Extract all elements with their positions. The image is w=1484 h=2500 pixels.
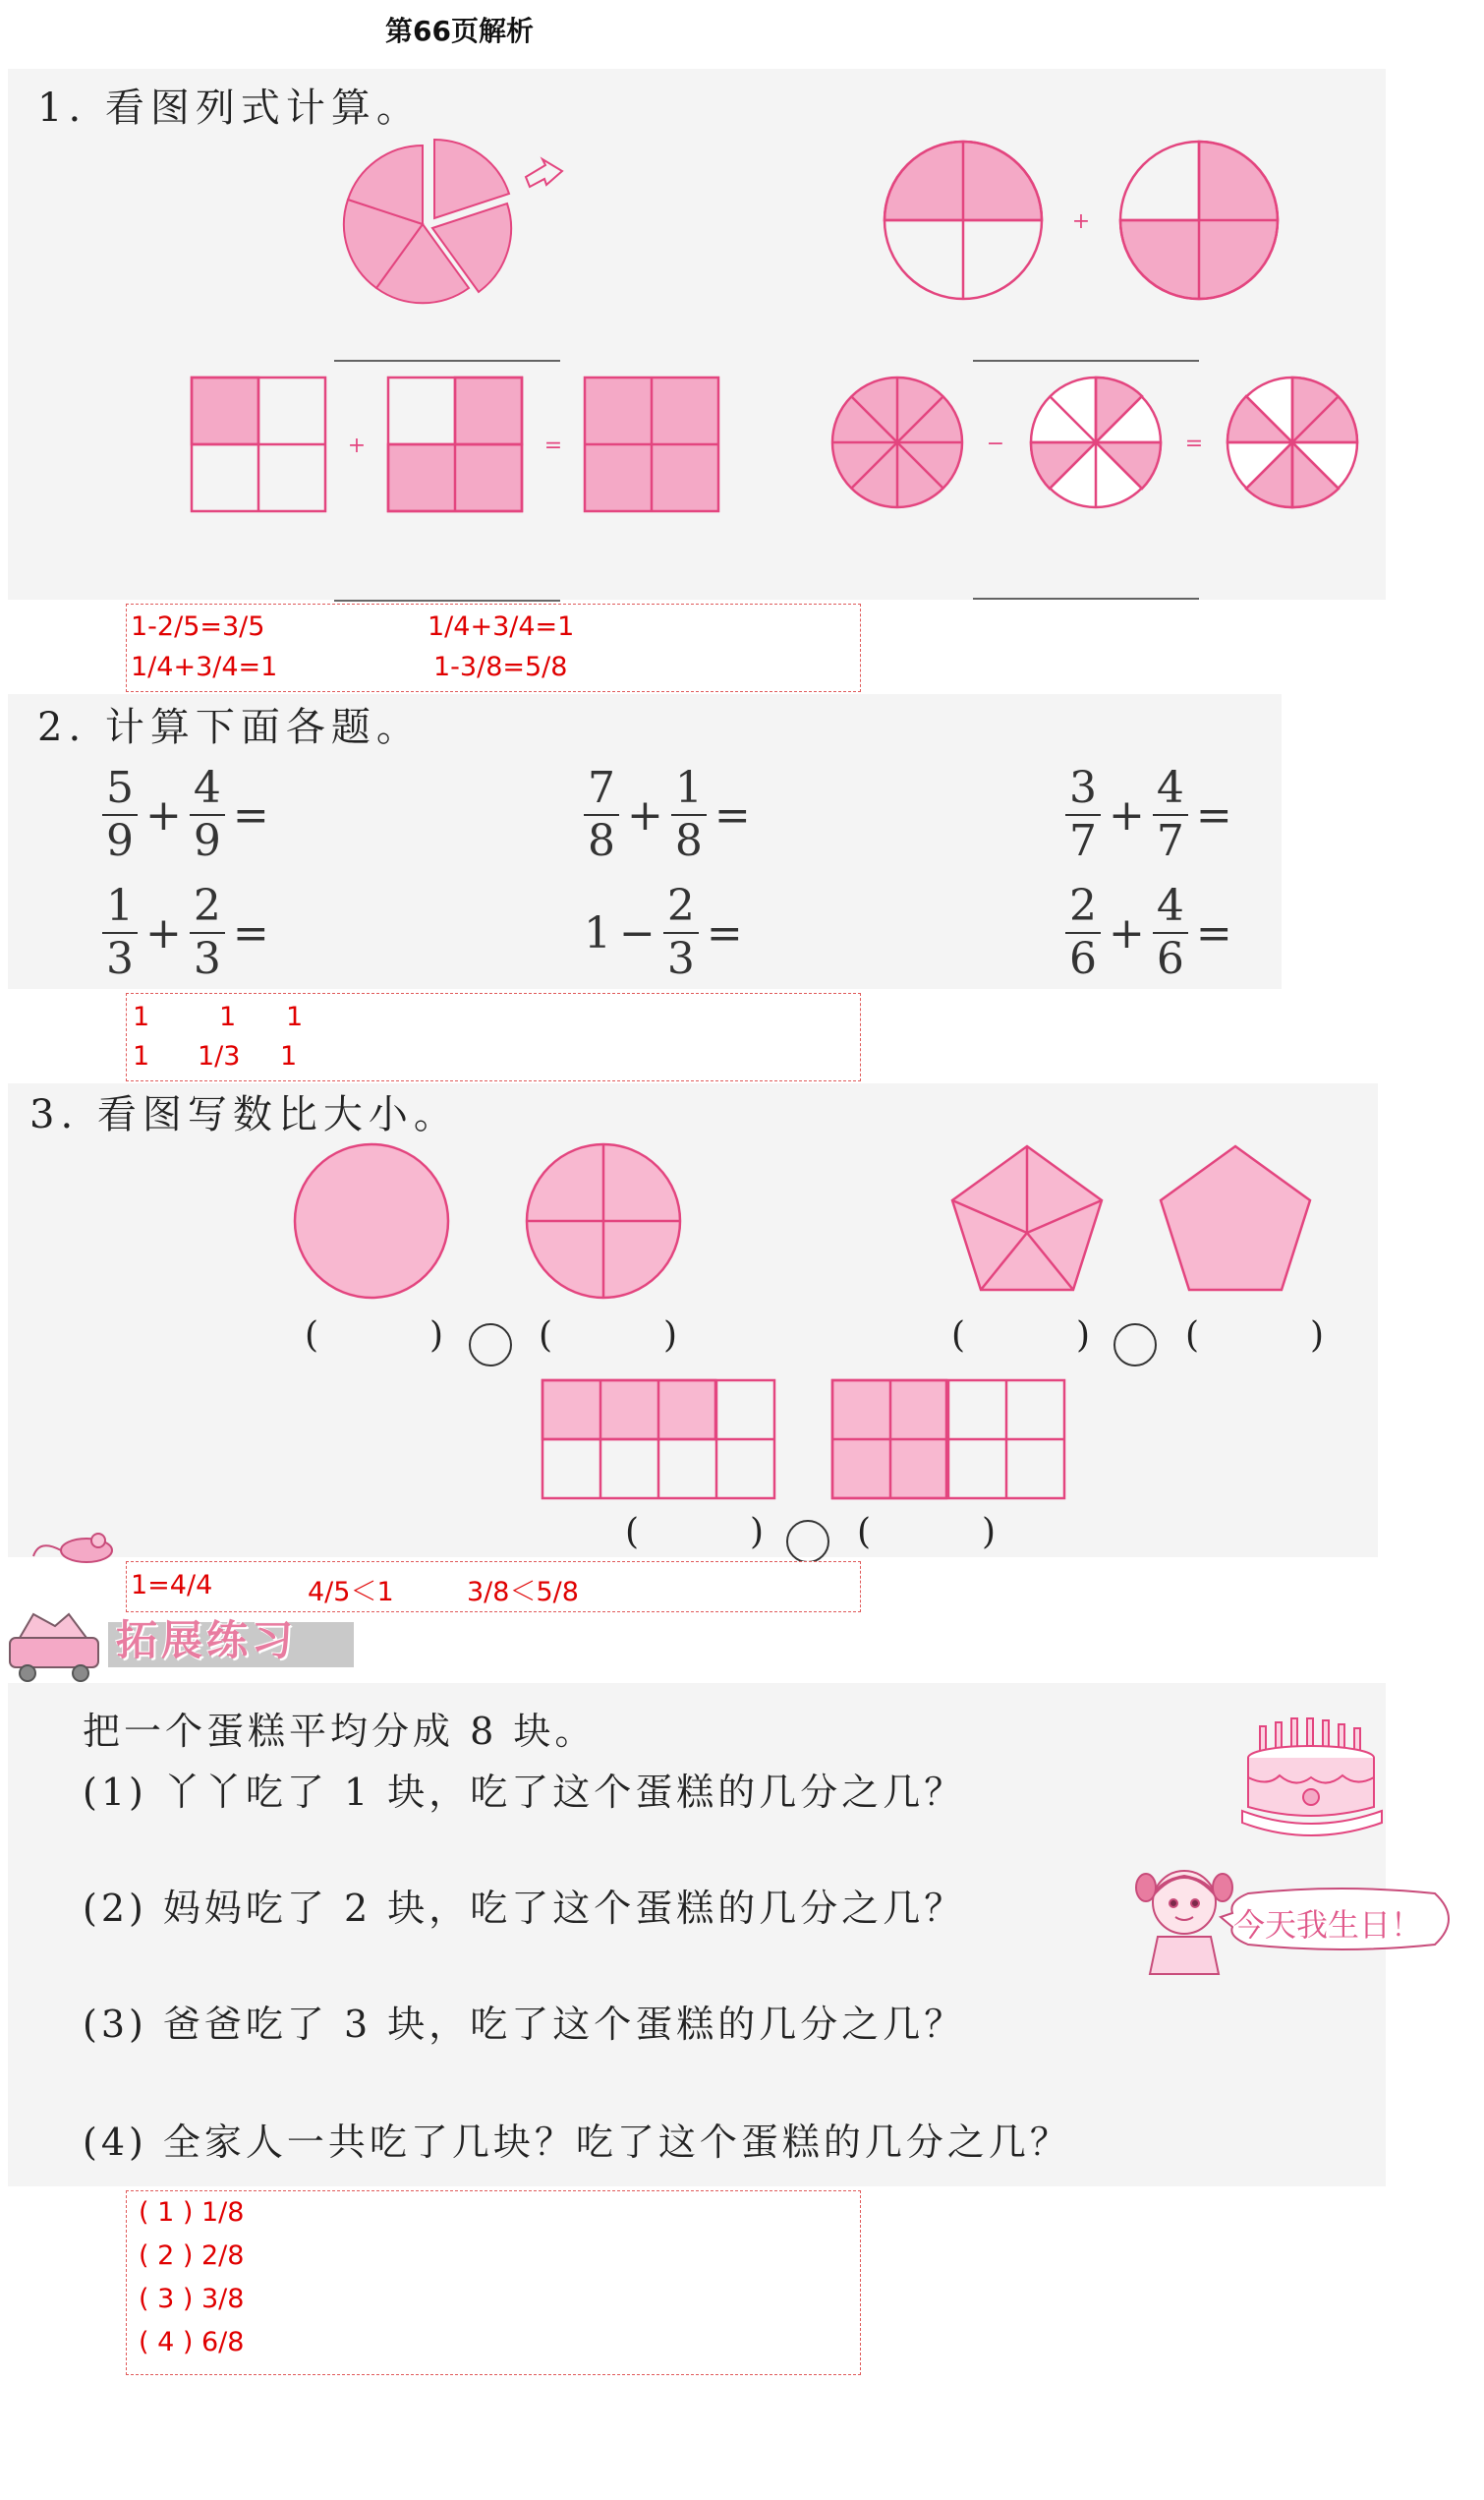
paren-right: ) [428, 1315, 443, 1356]
q1-circles-quarters-figure [885, 140, 1278, 307]
operator: + [145, 789, 182, 841]
operator: + [145, 907, 182, 959]
denominator: 7 [1069, 816, 1097, 866]
numerator: 2 [1065, 885, 1101, 934]
q2-answer-6: 1 [280, 1041, 298, 1072]
q2-heading: 2. 计算下面各题。 [37, 705, 422, 750]
q1-squares-figure [192, 376, 722, 515]
q3-compare-row-3 [625, 1512, 764, 1552]
operator: = [713, 789, 751, 841]
svg-text:−: − [986, 432, 1005, 456]
q1-answer-line [334, 360, 560, 364]
q1-answer-line-2 [973, 360, 1199, 364]
q3-answer-3: 3/8＜5/8 [467, 1577, 579, 1607]
q2-problem-4 [98, 881, 273, 984]
q2-answer-box [126, 993, 861, 1081]
extension-question-4: (4) 全家人一共吃了几块？吃了这个蛋糕的几分之几？ [83, 2121, 1071, 2164]
q3-compare-row-1b [539, 1315, 677, 1356]
paren-left: ( [951, 1315, 966, 1356]
denominator: 3 [666, 934, 695, 984]
numerator: 1 [671, 767, 707, 816]
mouse-icon [29, 1529, 118, 1564]
q2-problem-3 [1061, 763, 1236, 866]
q2-problem-1 [98, 763, 273, 866]
numerator: 4 [1153, 885, 1188, 934]
denominator: 9 [193, 816, 221, 866]
compare-circle[interactable] [1113, 1323, 1157, 1366]
operator: − [619, 907, 656, 959]
q3-answer-1: 1=4/4 [131, 1570, 213, 1600]
whole-number: 1 [584, 907, 611, 959]
denominator: 3 [193, 934, 221, 984]
paren-left: ( [625, 1512, 640, 1552]
q2-answer-4: 1 [133, 1041, 150, 1072]
q1-answer-line-4 [973, 598, 1199, 602]
q3-compare-row-2b [1185, 1315, 1324, 1356]
denominator: 6 [1156, 934, 1184, 984]
paren-right: ) [749, 1512, 764, 1552]
q2-problem-6 [1061, 881, 1236, 984]
numerator: 4 [190, 767, 225, 816]
denominator: 3 [106, 934, 134, 984]
numerator: 4 [1153, 767, 1188, 816]
paren-left: ( [857, 1512, 872, 1552]
q1-answer-4: 1-3/8=5/8 [433, 652, 568, 682]
denominator: 8 [674, 816, 703, 866]
birthday-cake-icon [1238, 1709, 1386, 1856]
operator: = [1195, 907, 1232, 959]
numerator: 3 [1065, 767, 1101, 816]
extension-answer-2: ( 2 ) 2/8 [139, 2240, 245, 2271]
paren-right: ) [1309, 1315, 1324, 1356]
paren-left: ( [539, 1315, 553, 1356]
operator: = [232, 789, 269, 841]
numerator: 5 [102, 767, 138, 816]
extension-question-3: (3) 爸爸吃了 3 块，吃了这个蛋糕的几分之几？ [83, 2003, 966, 2046]
q1-answer-box [126, 604, 861, 692]
paren-left: ( [305, 1315, 319, 1356]
q3-compare-row-2 [951, 1315, 1090, 1356]
denominator: 8 [588, 816, 615, 866]
extension-question-2: (2) 妈妈吃了 2 块，吃了这个蛋糕的几分之几？ [83, 1887, 966, 1930]
page-title: 第66页解析 [385, 15, 534, 47]
operator: = [706, 907, 743, 959]
denominator: 6 [1069, 934, 1097, 984]
extension-answer-1: ( 1 ) 1/8 [139, 2197, 245, 2228]
paren-right: ) [1075, 1315, 1090, 1356]
q3-answer-2: 4/5＜1 [308, 1577, 394, 1607]
q1-heading: 1. 看图列式计算。 [37, 86, 422, 131]
numerator: 2 [663, 885, 699, 934]
q2-answer-3: 1 [286, 1002, 304, 1032]
svg-text:=: = [543, 434, 563, 458]
q1-answer-2: 1/4+3/4=1 [428, 611, 575, 642]
q2-problem-5 [580, 881, 747, 984]
operator: = [1195, 789, 1232, 841]
operator: + [627, 789, 663, 841]
q1-answer-3: 1/4+3/4=1 [131, 652, 278, 682]
paren-right: ) [981, 1512, 996, 1552]
q3-compare-row-1 [305, 1315, 443, 1356]
compare-circle[interactable] [469, 1323, 512, 1366]
extension-intro: 把一个蛋糕平均分成 8 块。 [83, 1710, 597, 1753]
extension-answer-3: ( 3 ) 3/8 [139, 2284, 245, 2314]
q2-answer-2: 1 [219, 1002, 237, 1032]
q3-rectangles-figure [541, 1378, 1071, 1500]
q1-circles-eighths-figure [830, 376, 1361, 513]
extension-answer-box [126, 2190, 861, 2375]
compare-circle[interactable] [786, 1520, 829, 1563]
q1-answer-1: 1-2/5=3/5 [131, 611, 265, 642]
numerator: 7 [584, 767, 619, 816]
paren-left: ( [1185, 1315, 1200, 1356]
q2-answer-1: 1 [133, 1002, 150, 1032]
paren-right: ) [662, 1315, 677, 1356]
speech-bubble-text: 今天我生日！ [1233, 1906, 1423, 1944]
extension-question-1: (1) 丫丫吃了 1 块，吃了这个蛋糕的几分之几？ [83, 1771, 966, 1814]
operator: + [1109, 907, 1145, 959]
operator: + [1109, 789, 1145, 841]
q3-circles-figure [293, 1142, 686, 1305]
denominator: 9 [106, 816, 134, 866]
extension-answer-4: ( 4 ) 6/8 [139, 2327, 245, 2357]
operator: = [232, 907, 269, 959]
svg-text:+: + [347, 434, 367, 458]
denominator: 7 [1156, 816, 1184, 866]
q2-problem-2 [580, 763, 755, 866]
numerator: 1 [102, 885, 138, 934]
q3-compare-row-3b [857, 1512, 996, 1552]
numerator: 2 [190, 885, 225, 934]
q3-pentagons-figure [948, 1144, 1322, 1302]
extension-banner-title: 拓展练习 [116, 1616, 298, 1664]
q3-heading: 3. 看图写数比大小。 [29, 1092, 459, 1137]
q1-pie-fifths-figure [344, 136, 570, 313]
q2-answer-5: 1/3 [198, 1041, 241, 1072]
svg-text:=: = [1184, 432, 1204, 456]
svg-text:+: + [1071, 209, 1091, 234]
